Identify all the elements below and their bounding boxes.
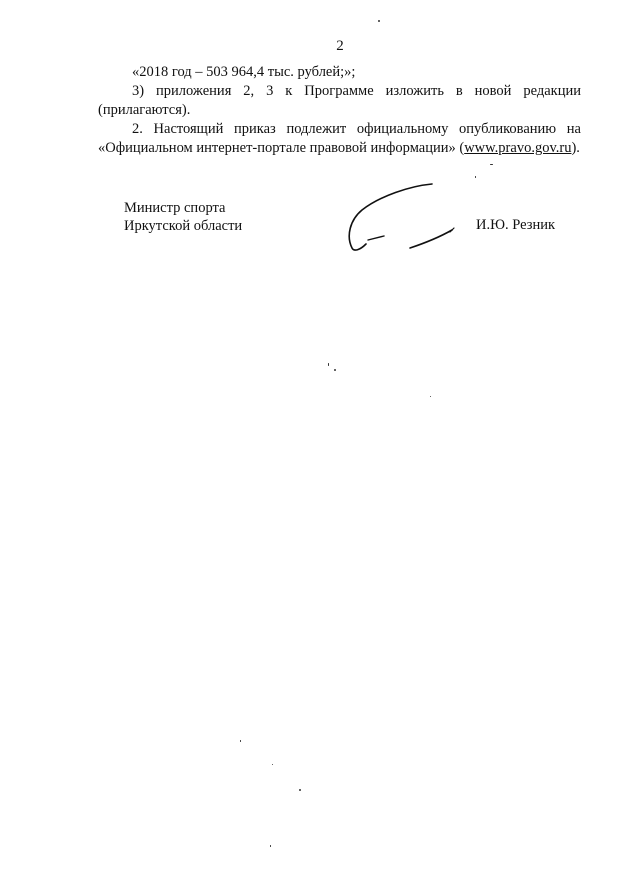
publication-text-before: «Официальном интернет-портале правовой информации» (: [98, 140, 465, 156]
position-line-1: Министр спорта: [124, 200, 226, 216]
publication-text-after: ).: [571, 140, 580, 156]
signatory-name: И.Ю. Резник: [476, 217, 556, 233]
paragraph-publication-line1: 2. Настоящий приказ подлежит официальному опубликованию на: [132, 121, 581, 137]
handwritten-signature: [340, 178, 470, 258]
scan-speck: [334, 369, 336, 371]
scan-speck: [378, 20, 380, 22]
paragraph-publication-line2: [98, 139, 581, 158]
page-number: 2: [336, 38, 344, 54]
paragraph-publication: [98, 120, 581, 158]
paragraph-amount: [98, 63, 581, 82]
paragraph-amount-text: «2018 год – 503 964,4 тыс. рублей;»;: [132, 64, 356, 80]
scan-speck: [272, 764, 273, 765]
scan-speck: [430, 396, 431, 397]
paragraph-appendices-line2: (прилагаются).: [98, 102, 191, 118]
signatory-position: [124, 199, 242, 235]
scan-speck: [328, 363, 329, 366]
scan-speck: [270, 845, 271, 847]
position-line-2: Иркутской области: [124, 218, 243, 234]
paragraph-appendices-line1: 3) приложения 2, 3 к Программе изложить в новой редакции: [132, 83, 581, 99]
scan-speck: [490, 164, 493, 165]
scan-speck: [475, 176, 476, 178]
scan-speck: [240, 740, 241, 742]
pravo-link[interactable]: www.pravo.gov.ru: [464, 140, 572, 156]
scan-speck: [299, 789, 301, 791]
document-body: [98, 63, 581, 158]
paragraph-appendices: [98, 82, 581, 120]
